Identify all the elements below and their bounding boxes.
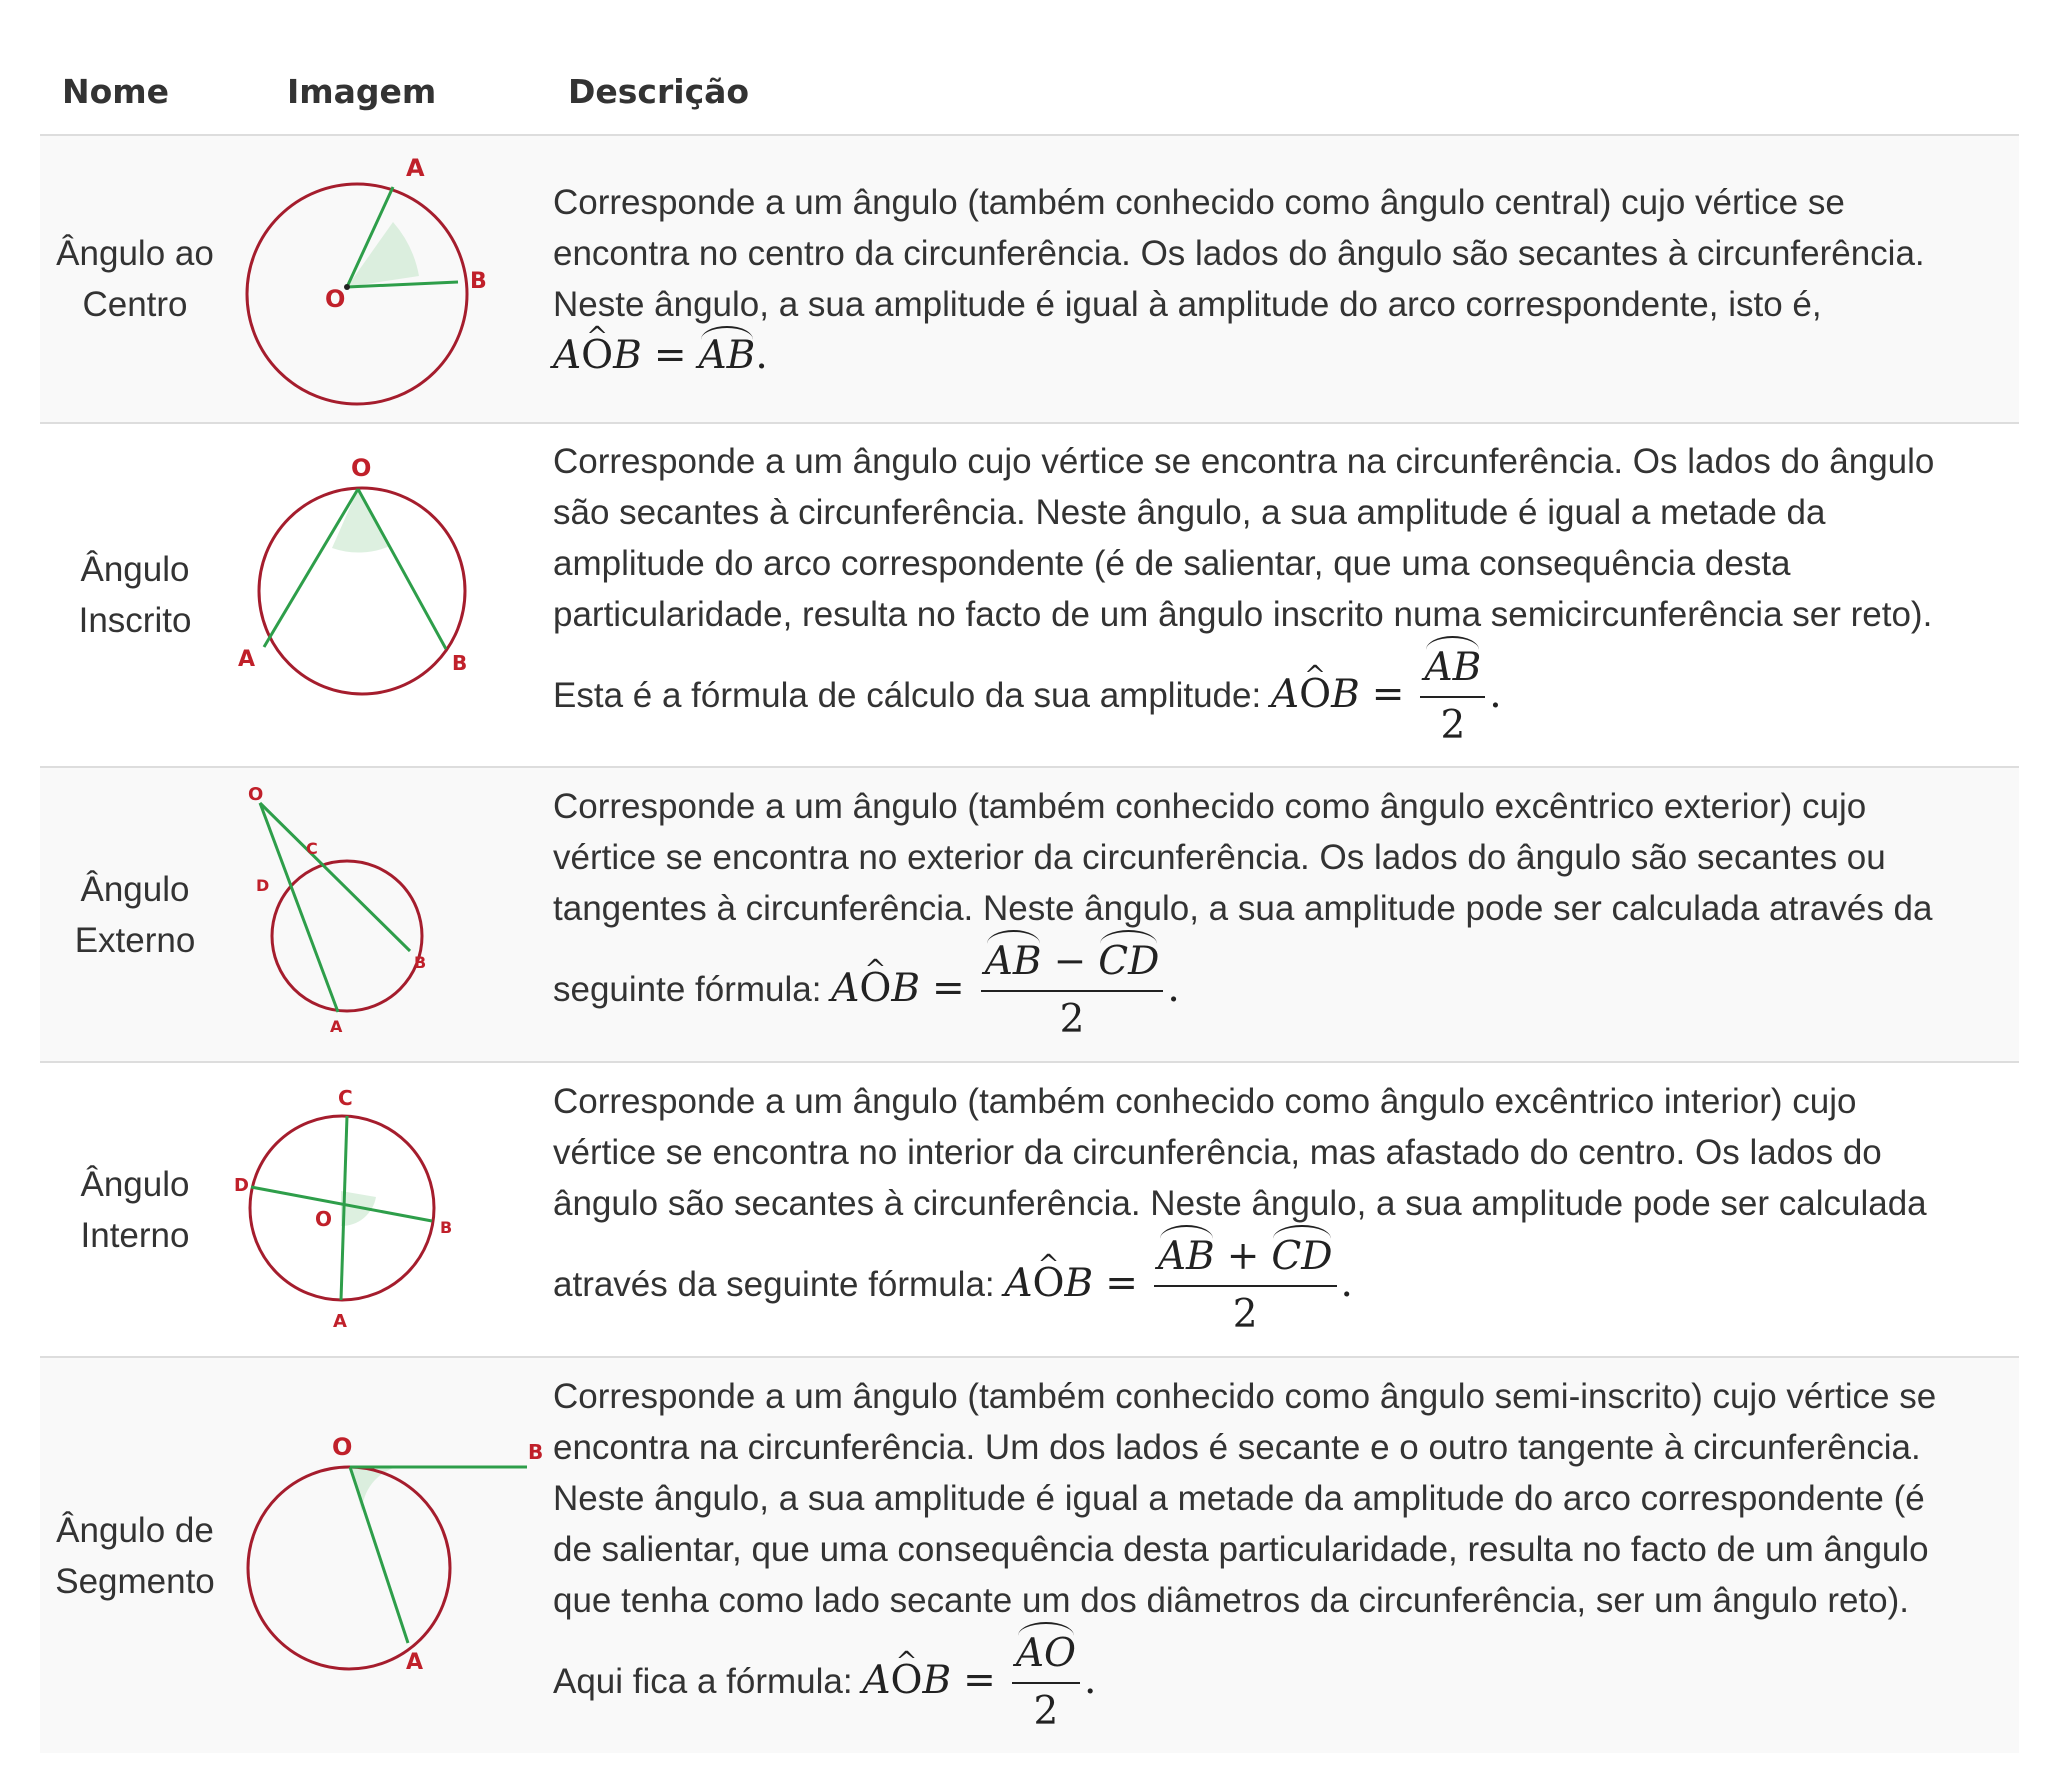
row-description	[553, 767, 2019, 1062]
formula-part: CD	[1271, 1229, 1332, 1285]
inscribed-angle-diagram	[230, 424, 553, 766]
formula-part: +	[1226, 1234, 1260, 1279]
formula-line	[553, 1229, 2011, 1343]
point-label-o: O	[248, 784, 264, 805]
formula	[862, 1631, 1097, 1734]
description-line: Corresponde a um ângulo (também conhecido como ângulo excêntrico interior) cujo	[553, 1082, 1857, 1121]
description-line: particularidade, resulta no facto de um ângulo inscrito numa semicircunferência ser reto).	[553, 595, 1933, 634]
formula-part: B	[613, 332, 642, 378]
formula-part: ^ O	[891, 1655, 923, 1706]
formula-part: A	[553, 332, 582, 378]
formula-part: ^ O	[1299, 669, 1331, 720]
table-row	[40, 423, 2019, 767]
external-angle-diagram	[230, 768, 553, 1061]
row-image	[230, 1357, 553, 1753]
angle-side	[264, 489, 358, 647]
row-name-line: Ângulo de	[56, 1510, 214, 1550]
formula-part: AB	[699, 330, 756, 381]
point-label-o: O	[315, 1207, 333, 1231]
formula-part: CD	[1098, 934, 1159, 990]
point-label-c: C	[338, 1086, 353, 1110]
description-line: Corresponde a um ângulo (também conhecido como ângulo excêntrico exterior) cujo	[553, 787, 1867, 826]
point-label-a: A	[238, 647, 256, 672]
formula-part: ^ O	[859, 963, 891, 1014]
formula-part: B	[1331, 672, 1360, 717]
point-label-o: O	[332, 1433, 353, 1461]
table-row	[40, 1062, 2019, 1357]
row-name	[40, 135, 230, 423]
fraction	[981, 934, 1164, 1048]
formula-part: A	[831, 966, 860, 1011]
fraction	[1154, 1229, 1337, 1343]
description-line: de salientar, que uma consequência desta particularidade, resulta no facto de um ângulo	[553, 1530, 1929, 1569]
description-line: que tenha como lado secante um dos diâmetros da circunferência, ser um ângulo reto).	[553, 1581, 1910, 1620]
formula-part: B	[922, 1658, 952, 1703]
numerator	[1012, 1626, 1080, 1684]
formula-part: AB	[1424, 640, 1481, 696]
formula-part: A	[1270, 672, 1300, 717]
description-line: Neste ângulo, a sua amplitude é igual a metade da amplitude do arco correspondente (é	[553, 1479, 1925, 1518]
circle-shape	[247, 184, 467, 404]
row-description	[553, 135, 2019, 423]
angles-table	[40, 48, 2019, 1753]
point-label-c: C	[306, 839, 318, 858]
denominator: 2	[1232, 1292, 1258, 1337]
description-line: amplitude do arco correspondente (é de salientar, que uma consequência desta	[553, 544, 1791, 583]
row-image	[230, 767, 553, 1062]
formula-part: AB	[985, 934, 1042, 990]
row-name	[40, 1062, 230, 1357]
formula-part: =	[932, 966, 965, 1011]
segment-angle-diagram	[230, 1358, 553, 1753]
formula-intro: Aqui fica a fórmula:	[553, 1662, 853, 1701]
denominator: 2	[1059, 997, 1085, 1042]
row-name-line: Ângulo	[80, 1164, 190, 1204]
row-name	[40, 423, 230, 767]
formula-intro: seguinte fórmula:	[553, 970, 822, 1009]
formula-part: ^ O	[1033, 1258, 1065, 1309]
formula-part: B	[1064, 1261, 1094, 1306]
point-label-o: O	[351, 454, 372, 482]
formula-intro: Esta é a fórmula de cálculo da sua amplitude:	[553, 676, 1262, 715]
formula-part: ^ O	[581, 330, 613, 381]
formula-part: =	[1371, 672, 1405, 717]
circle-shape	[272, 861, 422, 1011]
formula-part: A	[862, 1658, 891, 1703]
point-label-b: B	[440, 1218, 453, 1237]
row-image	[230, 423, 553, 767]
description-line: vértice se encontra no interior da circunferência, mas afastado do centro. Os lados do	[553, 1133, 1882, 1172]
formula-part: AO	[1016, 1626, 1076, 1682]
denominator: 2	[1033, 1689, 1059, 1734]
point-label-d: D	[234, 1175, 249, 1196]
numerator	[981, 934, 1164, 992]
row-name-line: Inscrito	[78, 601, 192, 640]
formula-line	[553, 934, 2011, 1048]
row-name-line: Ângulo	[80, 550, 190, 589]
table-row	[40, 135, 2019, 423]
description-line: vértice se encontra no exterior da circunferência. Os lados do ângulo são secantes ou	[553, 838, 1886, 877]
point-label-b: B	[528, 1440, 544, 1464]
row-name-line: Ângulo	[80, 869, 190, 909]
header-name: Nome	[40, 48, 230, 135]
formula	[553, 333, 768, 378]
description-line: são secantes à circunferência. Neste ângulo, a sua amplitude é igual a metade da	[553, 493, 1826, 532]
formula-part: .	[1083, 1658, 1097, 1703]
description-line: Corresponde a um ângulo (também conhecido como ângulo central) cujo vértice se	[553, 182, 1845, 222]
secant-side	[350, 1467, 408, 1643]
formula-part: .	[1340, 1261, 1353, 1306]
row-image	[230, 1062, 553, 1357]
angle-shade	[347, 222, 419, 287]
formula-part: =	[963, 1658, 996, 1703]
formula-intro: através da seguinte fórmula:	[553, 1265, 995, 1304]
numerator	[1154, 1229, 1337, 1287]
point-label-b: B	[414, 953, 427, 972]
formula-part: B	[891, 966, 921, 1011]
row-name	[40, 767, 230, 1062]
row-name-line: Centro	[82, 285, 188, 324]
internal-angle-diagram	[230, 1063, 553, 1356]
point-label-o: O	[325, 285, 346, 313]
fraction	[1012, 1626, 1080, 1740]
formula	[1270, 645, 1502, 748]
row-description	[553, 1062, 2019, 1357]
point-label-a: A	[406, 1650, 424, 1675]
row-name-line: Interno	[80, 1215, 190, 1255]
row-name-line: Externo	[74, 920, 196, 960]
formula-part: AB	[1158, 1229, 1215, 1285]
header-description: Descrição	[553, 48, 2019, 135]
formula-part: A	[1004, 1261, 1033, 1306]
description-line: encontra na circunferência. Um dos lados é secante e o outro tangente à circunferência.	[553, 1428, 1921, 1467]
central-angle-diagram	[230, 136, 553, 422]
description-line: encontra no centro da circunferência. Os lados do ângulo são secantes à circunferência.	[553, 233, 1925, 273]
formula-part: .	[755, 332, 768, 378]
row-name-line: Ângulo ao	[56, 234, 214, 273]
circle-shape	[248, 1467, 450, 1669]
row-name	[40, 1357, 230, 1753]
description-line: Neste ângulo, a sua amplitude é igual à amplitude do arco correspondente, isto é,	[553, 284, 1822, 324]
point-label-d: D	[256, 876, 270, 895]
denominator: 2	[1440, 703, 1466, 748]
point-label-b: B	[470, 269, 487, 294]
row-description	[553, 423, 2019, 767]
point-label-b: B	[452, 651, 468, 675]
formula-part: =	[653, 332, 687, 378]
formula-part: =	[1105, 1261, 1138, 1306]
formula-part: .	[1167, 966, 1180, 1011]
row-image	[230, 135, 553, 423]
point-label-a: A	[406, 154, 425, 182]
formula-part: .	[1489, 672, 1502, 717]
table-header-row	[40, 48, 2019, 135]
numerator	[1420, 640, 1485, 698]
description-line: Corresponde a um ângulo (também conhecido como ângulo semi-inscrito) cujo vértice se	[553, 1377, 1937, 1416]
angle-side	[358, 489, 446, 649]
description-line: tangentes à circunferência. Neste ângulo, a sua amplitude pode ser calculada através da	[553, 889, 1933, 928]
row-name-line: Segmento	[55, 1561, 215, 1601]
description-line: ângulo são secantes à circunferência. Neste ângulo, a sua amplitude pode ser calculada	[553, 1184, 1927, 1223]
angle-side	[260, 803, 338, 1012]
formula	[831, 939, 1180, 1042]
fraction	[1420, 640, 1485, 754]
point-label-a: A	[333, 1311, 347, 1332]
formula-part: −	[1053, 939, 1087, 984]
header-image: Imagem	[230, 48, 553, 135]
formula-line	[553, 1626, 2011, 1740]
row-description	[553, 1357, 2019, 1753]
table-row	[40, 767, 2019, 1062]
angle-side	[260, 803, 410, 951]
description-line: Corresponde a um ângulo cujo vértice se encontra na circunferência. Os lados do ângulo	[553, 442, 1935, 481]
point-label-a: A	[330, 1017, 343, 1036]
formula	[1004, 1234, 1353, 1337]
table-row	[40, 1357, 2019, 1753]
formula-line	[553, 640, 2011, 754]
